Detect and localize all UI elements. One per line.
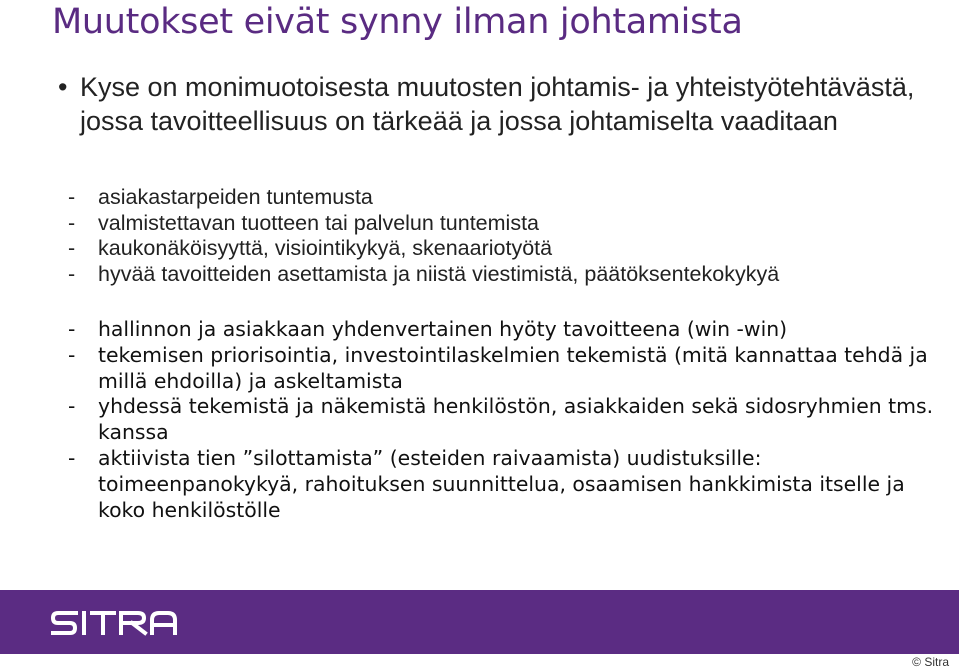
list-item-text: asiakastarpeiden tuntemusta bbox=[98, 185, 373, 209]
slide-title: Muutokset eivät synny ilman johtamista bbox=[52, 2, 743, 42]
list-item bbox=[68, 343, 948, 395]
list-item-text: hallinnon ja asiakkaan yhdenvertainen hyöty tavoitteena (win -win) bbox=[98, 317, 788, 341]
list-item bbox=[68, 262, 928, 288]
dash-marker: - bbox=[68, 342, 76, 367]
list-item-text: yhdessä tekemistä ja näkemistä henkilöstön, asiakkaiden sekä sidosryhmien tms. kanssa bbox=[98, 394, 934, 445]
list-item-text: aktiivista tien ”silottamista” (esteiden raivaamista) uudistuksille: toimeenpanokykyä, rahoituksen suunnittelua, osaamisen hankkimista itselle ja koko henkilöstölle bbox=[98, 445, 905, 522]
list-item bbox=[68, 236, 928, 262]
list-item-text: valmistettavan tuotteen tai palvelun tuntemista bbox=[98, 210, 540, 235]
dash-marker: - bbox=[68, 317, 76, 341]
list-item bbox=[68, 446, 948, 523]
dash-marker: - bbox=[68, 185, 76, 209]
list-item bbox=[68, 394, 948, 446]
dash-marker: - bbox=[68, 236, 76, 261]
requirements-list bbox=[68, 185, 928, 287]
list-item bbox=[68, 317, 948, 343]
list-item-text: hyvää tavoitteiden asettamista ja niistä viestimistä, päätöksentekokykyä bbox=[98, 261, 780, 286]
actions-list bbox=[68, 317, 948, 523]
main-bullet-text: Kyse on monimuotoisesta muutosten johtamis- ja yhteistyötehtävästä, jossa tavoitteellisuus on tärkeää ja jossa johtamiselta vaaditaan bbox=[80, 72, 915, 136]
bullet-dot: • bbox=[58, 72, 68, 102]
dash-marker: - bbox=[68, 210, 76, 235]
dash-marker: - bbox=[68, 394, 76, 419]
footer-band bbox=[0, 590, 959, 654]
copyright-notice: © Sitra bbox=[912, 655, 949, 669]
list-item-text: kaukonäköisyyttä, visiointikykyä, skenaariotyötä bbox=[98, 236, 553, 261]
main-bullet bbox=[58, 70, 938, 138]
dash-marker: - bbox=[68, 261, 76, 286]
list-item bbox=[68, 185, 928, 211]
sitra-logo bbox=[50, 600, 178, 646]
dash-marker: - bbox=[68, 445, 76, 470]
list-item bbox=[68, 211, 928, 237]
list-item-text: tekemisen priorisointia, investointilaskelmien tekemistä (mitä kannattaa tehdä ja millä ehdoilla) ja askeltamista bbox=[98, 342, 928, 393]
